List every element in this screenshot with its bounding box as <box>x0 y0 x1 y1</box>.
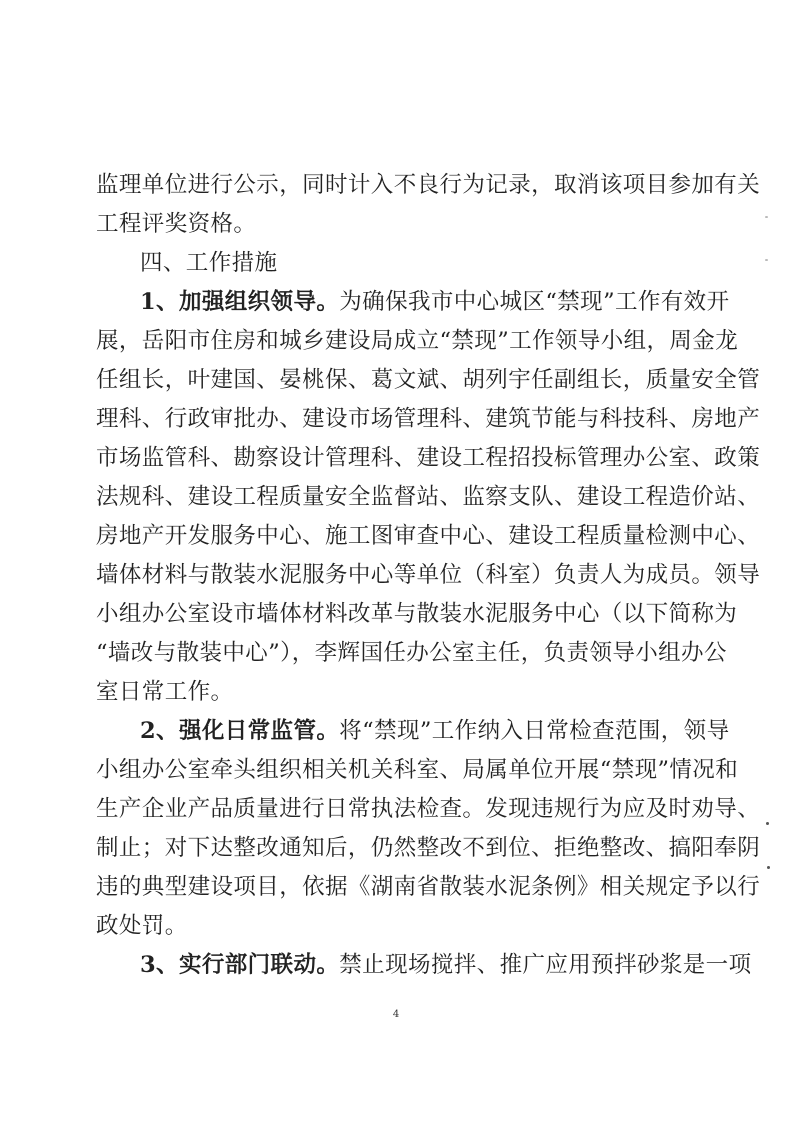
body-line: 房地产开发服务中心、施工图审查中心、建设工程质量检测中心、 <box>96 523 761 549</box>
measure-1-text: 为确保我市中心城区“禁现”工作有效开 <box>339 289 730 315</box>
measure-3-text: 禁止现场搅拌、推广应用预拌砂浆是一项 <box>339 952 752 978</box>
scan-speck <box>767 866 770 869</box>
body-line: 小组办公室牵头组织相关机关科室、局属单位开展“禁现”情况和 <box>96 757 739 783</box>
measure-2-line <box>140 716 740 746</box>
scan-speck <box>765 259 768 261</box>
body-line: 室日常工作。 <box>96 679 234 705</box>
body-line: “墙改与散装中心”），李辉国任办公室主任，负责领导小组办公 <box>96 640 727 666</box>
body-line: 制止；对下达整改通知后，仍然整改不到位、拒绝整改、搞阳奉阴 <box>96 835 761 861</box>
body-line: 任组长，叶建国、晏桃保、葛文斌、胡列宇任副组长，质量安全管 <box>96 367 761 393</box>
scan-speck <box>766 822 769 825</box>
scan-speck <box>765 216 768 218</box>
measure-2-title: 2、强化日常监管。 <box>140 718 340 744</box>
body-line: 违的典型建设项目，依据《湖南省散装水泥条例》相关规定予以行 <box>96 874 761 900</box>
body-line: 政处罚。 <box>96 913 188 939</box>
body-line: 监理单位进行公示，同时计入不良行为记录，取消该项目参加有关 <box>96 172 761 198</box>
body-line: 工程评奖资格。 <box>96 211 257 237</box>
body-line: 小组办公室设市墙体材料改革与散装水泥服务中心（以下简称为 <box>96 601 738 627</box>
measure-1-title: 1、加强组织领导。 <box>140 289 340 315</box>
body-line: 生产企业产品质量进行日常执法检查。发现违规行为应及时劝导、 <box>96 796 761 822</box>
page-number: 4 <box>392 1009 400 1020</box>
body-line: 法规科、建设工程质量安全监督站、监察支队、建设工程造价站、 <box>96 484 761 510</box>
section-heading: 四、工作措施 <box>140 250 278 276</box>
measure-2-text: 将“禁现”工作纳入日常检查范围，领导 <box>339 718 730 744</box>
measure-3-title: 3、实行部门联动。 <box>140 952 340 978</box>
body-line: 墙体材料与散装水泥服务中心等单位（科室）负责人为成员。领导 <box>96 562 761 588</box>
measure-1-line <box>140 287 740 317</box>
body-line: 展，岳阳市住房和城乡建设局成立“禁现”工作领导小组，周金龙 <box>96 328 739 354</box>
body-line: 市场监管科、勘察设计管理科、建设工程招投标管理办公室、政策 <box>96 445 761 471</box>
body-line: 理科、行政审批办、建设市场管理科、建筑节能与科技科、房地产 <box>96 406 761 432</box>
measure-3-line <box>140 950 752 980</box>
